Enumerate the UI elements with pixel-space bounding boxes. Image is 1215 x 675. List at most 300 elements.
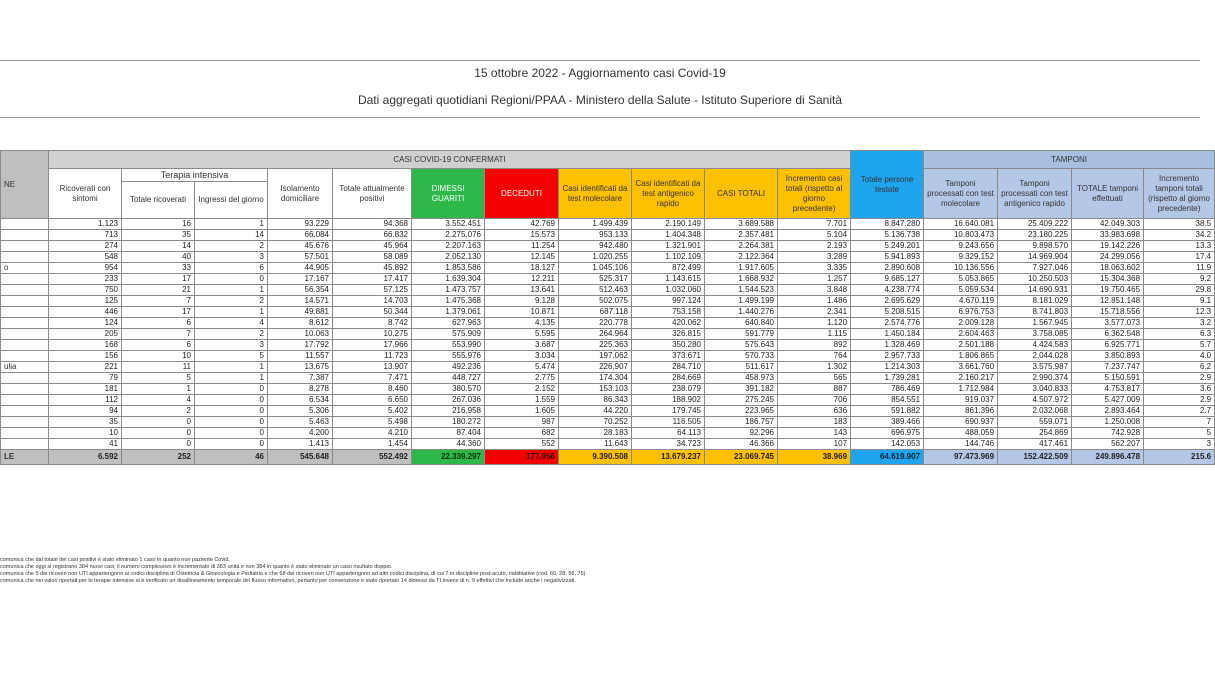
data-cell: 17 [122, 274, 195, 285]
data-cell: 18.127 [485, 263, 559, 274]
data-cell: 2.890.608 [851, 263, 924, 274]
data-cell: 13.679.237 [632, 450, 705, 465]
data-cell: 14.690.931 [998, 285, 1072, 296]
data-cell: 591.882 [851, 406, 924, 417]
data-cell: 1.544.523 [705, 285, 778, 296]
data-cell: 3 [1144, 439, 1215, 450]
data-cell: 548 [49, 252, 122, 263]
data-cell: 1.257 [778, 274, 851, 285]
data-cell: 690.937 [924, 417, 998, 428]
data-cell: 42.049.303 [1072, 219, 1144, 230]
data-cell: 3.335 [778, 263, 851, 274]
data-cell: 5.474 [485, 362, 559, 373]
data-cell: 562.207 [1072, 439, 1144, 450]
data-cell: 1.486 [778, 296, 851, 307]
table-row [1, 362, 1215, 373]
data-cell: 107 [778, 439, 851, 450]
region-cell [1, 428, 49, 439]
region-cell: o [1, 263, 49, 274]
data-cell: 4.753.817 [1072, 384, 1144, 395]
col-ti-ingressi: Ingressi del giorno [195, 182, 268, 219]
data-cell: 420.062 [632, 318, 705, 329]
col-dimessi: DIMESSI GUARITI [412, 169, 485, 219]
data-cell: 46 [195, 450, 268, 465]
data-cell: 1.475.368 [412, 296, 485, 307]
data-cell: 4.670.119 [924, 296, 998, 307]
data-cell: 5.7 [1144, 340, 1215, 351]
data-cell: 0 [195, 274, 268, 285]
data-cell: 66.084 [268, 230, 333, 241]
data-cell: 3 [195, 252, 268, 263]
data-cell: 3.2 [1144, 318, 1215, 329]
data-cell: 1.473.757 [412, 285, 485, 296]
data-cell: 17.417 [333, 274, 412, 285]
data-cell: 168 [49, 340, 122, 351]
data-cell: 488.059 [924, 428, 998, 439]
col-totale-positivi: Totale attualmente positivi [333, 169, 412, 219]
data-cell: 284.669 [632, 373, 705, 384]
region-cell: LE [1, 450, 49, 465]
data-cell: 627.963 [412, 318, 485, 329]
data-cell: 1.499.199 [705, 296, 778, 307]
data-cell: 511.617 [705, 362, 778, 373]
data-cell: 706 [778, 395, 851, 406]
data-cell: 1.115 [778, 329, 851, 340]
data-cell: 8.847.280 [851, 219, 924, 230]
table-row [1, 329, 1215, 340]
page-subtitle: Dati aggregati quotidiani Regioni/PPAA - Ministero della Salute - Istituto Superiore di Sanità [357, 93, 843, 107]
data-cell: 33 [122, 263, 195, 274]
region-cell [1, 373, 49, 384]
data-cell: 10.063 [268, 329, 333, 340]
region-cell [1, 252, 49, 263]
data-cell: 180.272 [412, 417, 485, 428]
data-cell: 3.577.073 [1072, 318, 1144, 329]
data-cell: 21 [122, 285, 195, 296]
data-cell: 10.250.503 [998, 274, 1072, 285]
data-cell: 2.357.481 [705, 230, 778, 241]
data-cell: 2.775 [485, 373, 559, 384]
data-cell: 3.289 [778, 252, 851, 263]
data-cell: 502.075 [559, 296, 632, 307]
data-cell: 14.969.904 [998, 252, 1072, 263]
region-cell [1, 274, 49, 285]
data-cell: 7 [1144, 417, 1215, 428]
data-cell: 11.723 [333, 351, 412, 362]
table-row [1, 263, 1215, 274]
covid-data-table [0, 150, 1215, 465]
data-cell: 9.685.127 [851, 274, 924, 285]
footnote: comunica che oggi si registrano 384 nuovi casi; il numero complessivo è incrementato di 383 unità e non 384 in quanto è stato eliminato un caso risultato doppio. [0, 564, 393, 570]
data-cell: 1.302 [778, 362, 851, 373]
data-cell: 40 [122, 252, 195, 263]
data-cell: 1.567.945 [998, 318, 1072, 329]
data-cell: 1.454 [333, 439, 412, 450]
data-cell: 1.450.184 [851, 329, 924, 340]
data-cell: 997.124 [632, 296, 705, 307]
data-cell: 6.976.753 [924, 307, 998, 318]
data-cell: 10 [122, 351, 195, 362]
data-cell: 19.142.226 [1072, 241, 1144, 252]
data-cell: 45.676 [268, 241, 333, 252]
data-cell: 1.639.304 [412, 274, 485, 285]
table-row [1, 219, 1215, 230]
data-cell: 94.368 [333, 219, 412, 230]
data-cell: 553.990 [412, 340, 485, 351]
data-cell: 112 [49, 395, 122, 406]
data-cell: 1.853.586 [412, 263, 485, 274]
region-cell [1, 230, 49, 241]
data-cell: 953.133 [559, 230, 632, 241]
region-cell [1, 241, 49, 252]
data-cell: 233 [49, 274, 122, 285]
data-cell: 4.507.972 [998, 395, 1072, 406]
table-row [1, 252, 1215, 263]
col-ti-totale: Totale ricoverati [122, 182, 195, 219]
data-cell: 174.304 [559, 373, 632, 384]
region-cell [1, 439, 49, 450]
data-cell: 66.832 [333, 230, 412, 241]
data-cell: 764 [778, 351, 851, 362]
table-row [1, 406, 1215, 417]
data-cell: 640.840 [705, 318, 778, 329]
data-cell: 38.969 [778, 450, 851, 465]
data-cell: 152.422.509 [998, 450, 1072, 465]
data-cell: 6.925.771 [1072, 340, 1144, 351]
table-row [1, 318, 1215, 329]
data-cell: 197.062 [559, 351, 632, 362]
data-cell: 34.723 [632, 439, 705, 450]
data-cell: 5.150.591 [1072, 373, 1144, 384]
data-cell: 6 [195, 263, 268, 274]
footnote: comunica che 5 dei ricoveri non UTI appartengono ai codici disciplina di Ostetricia & Ginecologia e Pediatria e che 68 dei ricoveri non UTI appartengono ad altri codici disciplina, di cui 7 in discipline post-acuto, riabilitative (cod. 60, 28, 56, 75). [0, 571, 587, 577]
data-cell: 575.643 [705, 340, 778, 351]
data-cell: 5.136.738 [851, 230, 924, 241]
data-cell: 223.965 [705, 406, 778, 417]
data-cell: 49.881 [268, 307, 333, 318]
data-cell: 14 [195, 230, 268, 241]
data-cell: 28.183 [559, 428, 632, 439]
region-cell [1, 329, 49, 340]
col-tamponi-totale: TOTALE tamponi effettuati [1072, 169, 1144, 219]
data-cell: 0 [122, 417, 195, 428]
data-cell: 44.905 [268, 263, 333, 274]
data-cell: 3.661.760 [924, 362, 998, 373]
data-cell: 9.329.152 [924, 252, 998, 263]
data-cell: 7.471 [333, 373, 412, 384]
data-cell: 2.009.128 [924, 318, 998, 329]
table-row [1, 285, 1215, 296]
col-casi-antigenico: Casi identificati da test antigenico rapido [632, 169, 705, 219]
data-cell: 872.499 [632, 263, 705, 274]
data-cell: 79 [49, 373, 122, 384]
data-cell: 1.143.615 [632, 274, 705, 285]
data-cell: 3.758.085 [998, 329, 1072, 340]
data-cell: 17.792 [268, 340, 333, 351]
table-row [1, 439, 1215, 450]
data-cell: 35 [122, 230, 195, 241]
data-cell: 156 [49, 351, 122, 362]
data-cell: 12.145 [485, 252, 559, 263]
data-cell: 0 [195, 439, 268, 450]
data-cell: 2.160.217 [924, 373, 998, 384]
data-cell: 525.317 [559, 274, 632, 285]
data-cell: 2.7 [1144, 406, 1215, 417]
col-persone-testate: Totale persone testate [851, 151, 924, 219]
data-cell: 24.299.056 [1072, 252, 1144, 263]
data-cell: 5.249.201 [851, 241, 924, 252]
data-cell: 2 [195, 296, 268, 307]
data-cell: 11.557 [268, 351, 333, 362]
data-cell: 18.063.602 [1072, 263, 1144, 274]
data-cell: 1 [195, 219, 268, 230]
data-cell: 1.739.281 [851, 373, 924, 384]
data-cell: 750 [49, 285, 122, 296]
data-cell: 575.909 [412, 329, 485, 340]
data-cell: 6.2 [1144, 362, 1215, 373]
data-cell: 6.650 [333, 395, 412, 406]
data-cell: 391.182 [705, 384, 778, 395]
data-cell: 1.806.865 [924, 351, 998, 362]
region-cell [1, 351, 49, 362]
data-cell: 4.424.583 [998, 340, 1072, 351]
data-cell: 1.102.109 [632, 252, 705, 263]
data-cell: 682 [485, 428, 559, 439]
data-cell: 12.211 [485, 274, 559, 285]
data-cell: 1.032.060 [632, 285, 705, 296]
data-cell: 696.975 [851, 428, 924, 439]
data-cell: 2.044.028 [998, 351, 1072, 362]
data-cell: 861.396 [924, 406, 998, 417]
data-cell: 0 [195, 428, 268, 439]
data-cell: 565 [778, 373, 851, 384]
data-cell: 16.640.081 [924, 219, 998, 230]
data-cell: 2.152 [485, 384, 559, 395]
data-cell: 2.122.364 [705, 252, 778, 263]
data-cell: 7 [122, 296, 195, 307]
data-cell: 225.363 [559, 340, 632, 351]
data-cell: 70.252 [559, 417, 632, 428]
data-cell: 97.473.969 [924, 450, 998, 465]
data-cell: 25.409.222 [998, 219, 1072, 230]
data-cell: 1.214.303 [851, 362, 924, 373]
data-cell: 1.120 [778, 318, 851, 329]
data-cell: 267.036 [412, 395, 485, 406]
data-cell: 1 [195, 307, 268, 318]
footnotes [0, 557, 587, 585]
col-incremento-casi: Incremento casi totali (rispetto al giorno precedente) [778, 169, 851, 219]
col-regione: NE [1, 151, 49, 219]
data-cell: 14 [122, 241, 195, 252]
data-cell: 11.9 [1144, 263, 1215, 274]
data-cell: 8.460 [333, 384, 412, 395]
data-cell: 186.757 [705, 417, 778, 428]
data-cell: 8.612 [268, 318, 333, 329]
data-cell: 12.3 [1144, 307, 1215, 318]
data-cell: 5.463 [268, 417, 333, 428]
data-cell: 125 [49, 296, 122, 307]
data-cell: 713 [49, 230, 122, 241]
table-row [1, 373, 1215, 384]
data-cell: 446 [49, 307, 122, 318]
data-cell: 987 [485, 417, 559, 428]
data-cell: 854.551 [851, 395, 924, 406]
data-cell: 23.069.745 [705, 450, 778, 465]
data-cell: 3.575.987 [998, 362, 1072, 373]
data-cell: 1 [195, 373, 268, 384]
data-cell: 10.803.473 [924, 230, 998, 241]
table-row [1, 296, 1215, 307]
col-tamponi-antigenico: Tamponi processati con test antigenico rapido [998, 169, 1072, 219]
col-ricoverati: Ricoverati con sintomi [49, 169, 122, 219]
data-cell: 1.917.605 [705, 263, 778, 274]
data-cell: 12.851.148 [1072, 296, 1144, 307]
data-cell: 389.466 [851, 417, 924, 428]
data-cell: 238.079 [632, 384, 705, 395]
data-cell: 4.200 [268, 428, 333, 439]
data-cell: 34.2 [1144, 230, 1215, 241]
data-cell: 143 [778, 428, 851, 439]
data-cell: 11.643 [559, 439, 632, 450]
data-cell: 3.687 [485, 340, 559, 351]
data-cell: 205 [49, 329, 122, 340]
data-cell: 2.604.463 [924, 329, 998, 340]
data-cell: 687.118 [559, 307, 632, 318]
data-cell: 44.360 [412, 439, 485, 450]
data-cell: 13.3 [1144, 241, 1215, 252]
data-cell: 284.710 [632, 362, 705, 373]
data-cell: 1.559 [485, 395, 559, 406]
data-cell: 6.362.548 [1072, 329, 1144, 340]
region-cell [1, 318, 49, 329]
data-cell: 14.703 [333, 296, 412, 307]
data-cell: 2.193 [778, 241, 851, 252]
data-cell: 57.501 [268, 252, 333, 263]
region-cell [1, 417, 49, 428]
data-cell: 0 [122, 439, 195, 450]
data-cell: 41 [49, 439, 122, 450]
region-cell [1, 307, 49, 318]
data-cell: 7.701 [778, 219, 851, 230]
header-divider [0, 117, 1200, 118]
col-deceduti: DECEDUTI [485, 169, 559, 219]
region-cell [1, 219, 49, 230]
data-cell: 350.280 [632, 340, 705, 351]
data-cell: 17.4 [1144, 252, 1215, 263]
data-cell: 23.180.225 [998, 230, 1072, 241]
data-cell: 373.671 [632, 351, 705, 362]
data-cell: 44.220 [559, 406, 632, 417]
data-cell: 4.135 [485, 318, 559, 329]
data-cell: 9.2 [1144, 274, 1215, 285]
data-cell: 45.892 [333, 263, 412, 274]
table-row [1, 340, 1215, 351]
data-cell: 2.341 [778, 307, 851, 318]
data-cell: 3.689.588 [705, 219, 778, 230]
data-cell: 636 [778, 406, 851, 417]
data-cell: 6.3 [1144, 329, 1215, 340]
col-isolamento: Isolamento domiciliare [268, 169, 333, 219]
table-row [1, 395, 1215, 406]
data-cell: 252 [122, 450, 195, 465]
band-tamponi: TAMPONI [924, 151, 1215, 169]
data-cell: 15.573 [485, 230, 559, 241]
data-cell: 3.848 [778, 285, 851, 296]
col-casi-molecolare: Casi identificati da test molecolare [559, 169, 632, 219]
data-cell: 1.499.439 [559, 219, 632, 230]
data-cell: 545.648 [268, 450, 333, 465]
data-cell: 1.321.901 [632, 241, 705, 252]
data-cell: 58.089 [333, 252, 412, 263]
data-cell: 13.907 [333, 362, 412, 373]
data-cell: 2.264.381 [705, 241, 778, 252]
data-cell: 3.850.893 [1072, 351, 1144, 362]
data-cell: 3.6 [1144, 384, 1215, 395]
region-cell [1, 296, 49, 307]
data-cell: 6.534 [268, 395, 333, 406]
data-cell: 33.983.698 [1072, 230, 1144, 241]
data-cell: 5.208.515 [851, 307, 924, 318]
data-cell: 93.229 [268, 219, 333, 230]
data-cell: 142.053 [851, 439, 924, 450]
data-cell: 2 [122, 406, 195, 417]
region-cell [1, 285, 49, 296]
data-cell: 7.927.046 [998, 263, 1072, 274]
data-cell: 10 [49, 428, 122, 439]
table-row [1, 274, 1215, 285]
data-cell: 215.6 [1144, 450, 1215, 465]
data-cell: 13.641 [485, 285, 559, 296]
data-cell: 2.275.076 [412, 230, 485, 241]
data-cell: 10.871 [485, 307, 559, 318]
data-cell: 275.245 [705, 395, 778, 406]
data-cell: 9.390.508 [559, 450, 632, 465]
data-cell: 35 [49, 417, 122, 428]
data-cell: 3 [195, 340, 268, 351]
data-cell: 1.123 [49, 219, 122, 230]
data-cell: 15.718.556 [1072, 307, 1144, 318]
data-cell: 326.815 [632, 329, 705, 340]
data-cell: 124 [49, 318, 122, 329]
data-cell: 9.243.656 [924, 241, 998, 252]
data-cell: 492.236 [412, 362, 485, 373]
data-cell: 116.505 [632, 417, 705, 428]
data-cell: 94 [49, 406, 122, 417]
data-cell: 8.741.803 [998, 307, 1072, 318]
data-cell: 512.463 [559, 285, 632, 296]
data-cell: 555.976 [412, 351, 485, 362]
data-cell: 417.461 [998, 439, 1072, 450]
data-cell: 0 [195, 406, 268, 417]
data-cell: 64.619.907 [851, 450, 924, 465]
col-incremento-tamponi: Incremento tamponi totali (rispetto al giorno precedente) [1144, 169, 1215, 219]
footnote: comunica che dal totale dei casi positivi è stato eliminato 1 caso in quanto non paziente Covid. [0, 557, 230, 563]
data-cell: 786.469 [851, 384, 924, 395]
data-cell: 942.480 [559, 241, 632, 252]
data-cell: 2.893.464 [1072, 406, 1144, 417]
data-cell: 5 [122, 373, 195, 384]
data-cell: 2.052.130 [412, 252, 485, 263]
data-cell: 13.675 [268, 362, 333, 373]
data-cell: 226.907 [559, 362, 632, 373]
data-cell: 1.712.984 [924, 384, 998, 395]
table-row [1, 384, 1215, 395]
data-cell: 8.181.029 [998, 296, 1072, 307]
data-cell: 7.237.747 [1072, 362, 1144, 373]
data-cell: 5.059.534 [924, 285, 998, 296]
data-cell: 45.964 [333, 241, 412, 252]
data-cell: 5.427.009 [1072, 395, 1144, 406]
